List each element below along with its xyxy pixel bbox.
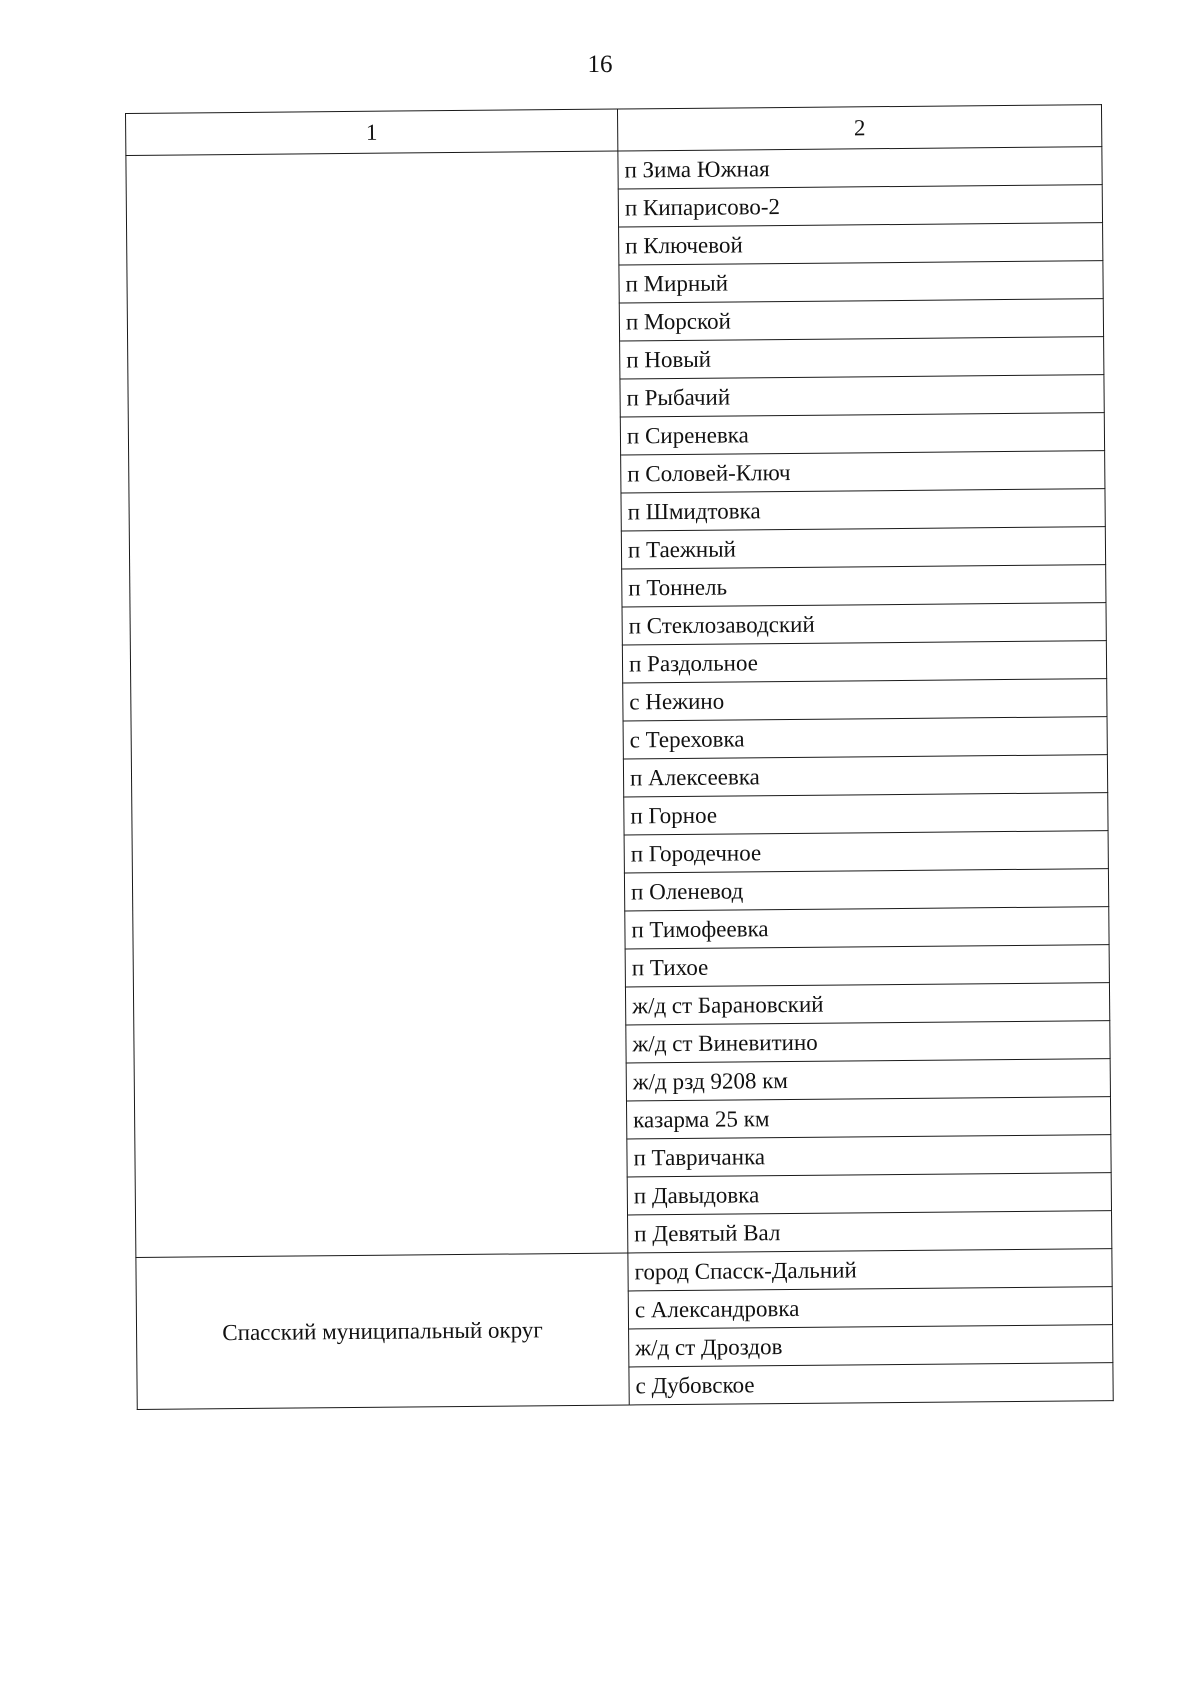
district-cell: Спасский муниципальный округ (136, 1253, 629, 1409)
settlement-cell: п Раздольное (622, 641, 1106, 683)
settlement-cell: с Дубовское (629, 1363, 1113, 1405)
settlement-cell: п Таежный (621, 527, 1105, 569)
column-header-1: 1 (126, 109, 618, 155)
settlement-cell: п Сиреневка (620, 413, 1104, 455)
settlement-cell: город Спасск-Дальний (628, 1249, 1112, 1291)
settlement-cell: п Горное (624, 793, 1108, 835)
settlement-cell: п Шмидтовка (621, 489, 1105, 531)
settlement-cell: п Морской (619, 299, 1103, 341)
settlement-cell: п Зима Южная (618, 147, 1102, 189)
settlement-cell: п Мирный (619, 261, 1103, 303)
settlement-cell: ж/д рзд 9208 км (626, 1059, 1110, 1101)
settlement-cell: п Рыбачий (620, 375, 1104, 417)
settlement-cell: п Кипарисово-2 (618, 185, 1102, 227)
settlement-cell: ж/д ст Барановский (625, 983, 1109, 1025)
settlement-cell: п Девятый Вал (628, 1211, 1112, 1253)
settlements-table (125, 104, 1114, 1410)
settlement-cell: с Нежино (623, 679, 1107, 721)
settlement-cell: п Новый (620, 337, 1104, 379)
settlement-cell: с Тереховка (623, 717, 1107, 759)
settlement-cell: ж/д ст Дроздов (629, 1325, 1113, 1367)
settlement-cell: п Оленевод (624, 869, 1108, 911)
settlement-cell: казарма 25 км (626, 1097, 1110, 1139)
settlement-cell: п Тавричанка (627, 1135, 1111, 1177)
settlement-cell: п Тимофеевка (625, 907, 1109, 949)
settlement-cell: п Соловей-Ключ (621, 451, 1105, 493)
column-header-2: 2 (617, 105, 1101, 151)
settlement-cell: п Городечное (624, 831, 1108, 873)
settlement-cell: п Стеклозаводский (622, 603, 1106, 645)
page-number: 16 (587, 51, 613, 78)
district-cell (126, 151, 628, 1257)
settlement-cell: п Давыдовка (627, 1173, 1111, 1215)
settlement-cell: с Александровка (628, 1287, 1112, 1329)
settlements-table-body (126, 105, 1114, 1410)
settlement-cell: п Ключевой (619, 223, 1103, 265)
settlement-cell: ж/д ст Виневитино (626, 1021, 1110, 1063)
settlement-cell: п Тоннель (622, 565, 1106, 607)
settlement-cell: п Алексеевка (623, 755, 1107, 797)
settlement-cell: п Тихое (625, 945, 1109, 987)
